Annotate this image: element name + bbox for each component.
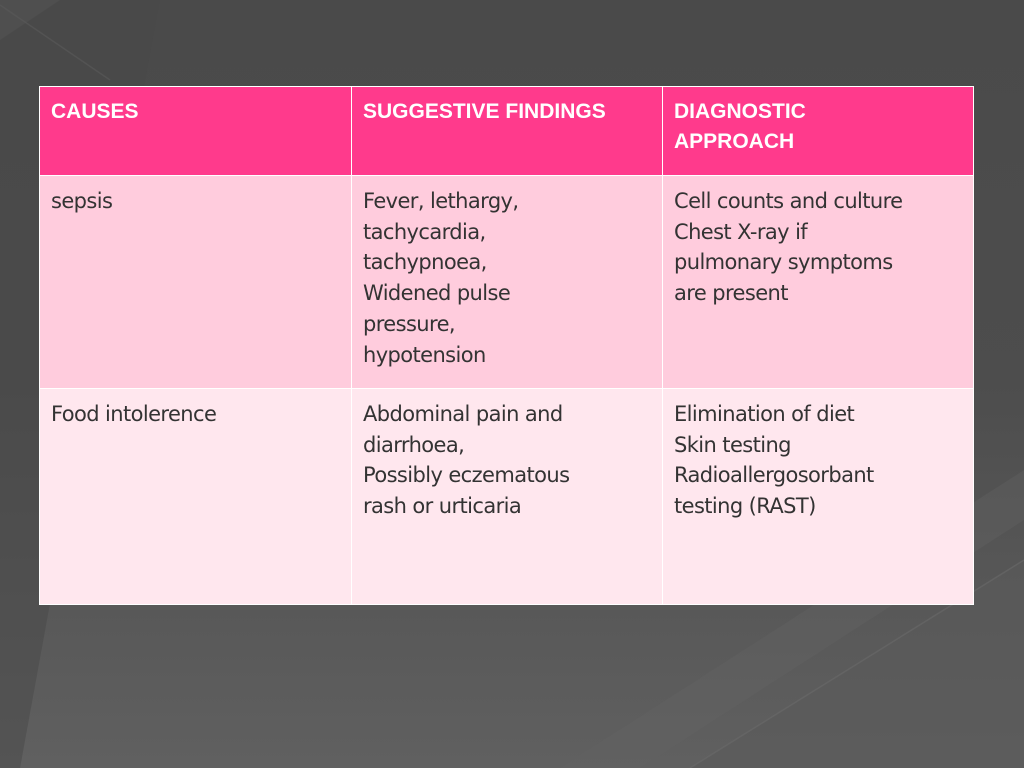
cell-line: tachypnoea, (363, 250, 487, 275)
cell-line: are present (674, 281, 788, 306)
cell-findings (352, 389, 663, 605)
cell-line: sepsis (51, 189, 113, 213)
cell-approach (663, 176, 974, 389)
cell-findings (352, 176, 663, 389)
cell-line: tachycardia, (363, 219, 486, 244)
table-header-row (40, 87, 974, 176)
header-causes (40, 87, 352, 176)
header-approach-label-line: APPROACH (674, 130, 795, 153)
cell-line: Abdominal pain and (363, 402, 563, 426)
cell-line: pulmonary symptoms (674, 250, 893, 275)
cell-line: diarrhoea, (363, 432, 465, 457)
header-suggestive-findings (352, 87, 663, 176)
header-findings-label: SUGGESTIVE FINDINGS (363, 100, 606, 123)
cell-line: Radioallergosorbant (674, 463, 874, 488)
cell-cause (40, 389, 352, 605)
cell-line: rash or urticaria (363, 494, 522, 519)
cell-line: Widened pulse (363, 281, 511, 306)
cell-line: testing (RAST) (674, 494, 816, 519)
cell-line: Cell counts and culture (674, 189, 903, 213)
table-row (40, 389, 974, 605)
cell-cause (40, 176, 352, 389)
differential-table (39, 86, 974, 605)
cell-line: Fever, lethargy, (363, 189, 519, 213)
header-causes-label: CAUSES (51, 100, 139, 123)
cell-line: pressure, (363, 311, 455, 336)
cell-line: Possibly eczematous (363, 463, 570, 488)
table-row (40, 176, 974, 389)
cell-line: Skin testing (674, 432, 791, 457)
cell-approach (663, 389, 974, 605)
cell-line: Food intolerence (51, 402, 217, 426)
cell-line: Chest X-ray if (674, 219, 808, 244)
cell-line: hypotension (363, 342, 486, 367)
cell-line: Elimination of diet (674, 402, 855, 426)
header-approach-label-line: DIAGNOSTIC (674, 100, 806, 123)
header-diagnostic-approach (663, 87, 974, 176)
